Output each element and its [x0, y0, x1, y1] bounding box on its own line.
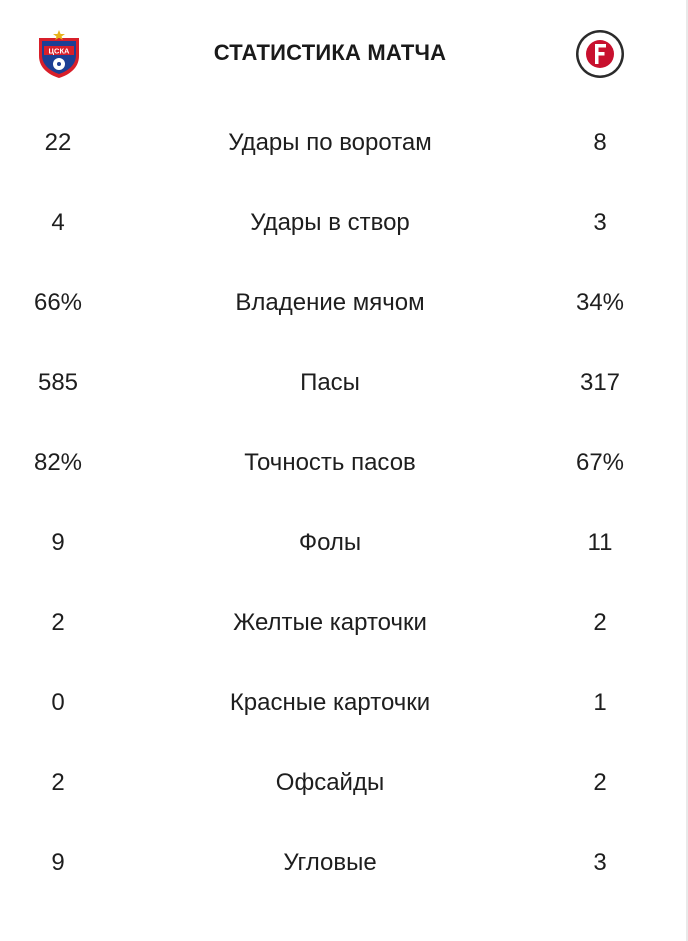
away-value: 3: [593, 849, 607, 876]
stat-row: [0, 422, 688, 502]
away-value: 2: [593, 769, 607, 796]
home-value: 2: [51, 609, 65, 636]
home-value: 9: [51, 529, 65, 556]
stat-label: Красные карточки: [229, 689, 431, 716]
away-value: 34%: [575, 289, 625, 316]
stat-row: [0, 262, 688, 342]
home-value: 82%: [33, 449, 83, 476]
feyenoord-logo-icon: [574, 28, 626, 80]
stat-row: [0, 662, 688, 742]
stat-label: Пасы: [300, 369, 360, 396]
home-value: 4: [51, 209, 65, 236]
match-stats-table: [0, 102, 688, 902]
page-title: СТАТИСТИКА МАТЧА: [213, 40, 447, 65]
stat-row: [0, 182, 688, 262]
stat-label: Владение мячом: [235, 289, 425, 316]
away-value: 1: [593, 689, 607, 716]
home-value: 66%: [33, 289, 83, 316]
home-value: 9: [51, 849, 65, 876]
away-value: 8: [593, 129, 607, 156]
away-value: 67%: [575, 449, 625, 476]
away-value: 317: [579, 369, 621, 396]
stat-row: [0, 102, 688, 182]
stat-row: [0, 742, 688, 822]
stat-row: [0, 582, 688, 662]
svg-text:ЦСКА: ЦСКА: [48, 46, 70, 56]
stat-label: Желтые карточки: [233, 609, 427, 636]
stat-label: Угловые: [283, 849, 377, 876]
stat-row: [0, 342, 688, 422]
home-value: 585: [37, 369, 79, 396]
stat-row: [0, 822, 688, 902]
home-value: 0: [51, 689, 65, 716]
home-value: 22: [44, 129, 72, 156]
stat-label: Удары в створ: [250, 209, 410, 236]
stat-label: Точность пасов: [244, 449, 416, 476]
home-value: 2: [51, 769, 65, 796]
away-value: 11: [587, 529, 613, 556]
away-value: 3: [593, 209, 607, 236]
stat-row: [0, 502, 688, 582]
match-stats-header: [0, 18, 688, 90]
stat-label: Удары по воротам: [228, 129, 432, 156]
stat-label: Офсайды: [275, 769, 385, 796]
cska-logo-icon: [33, 28, 85, 80]
away-value: 2: [593, 609, 607, 636]
stat-label: Фолы: [298, 529, 362, 556]
